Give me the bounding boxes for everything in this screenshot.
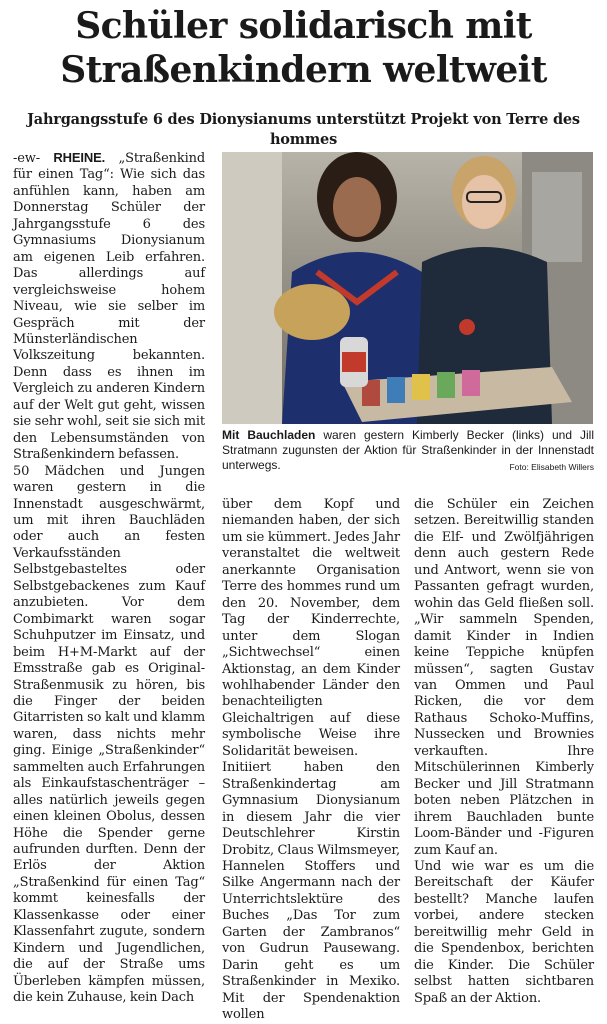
- subheadline: Jahrgangsstufe 6 des Dionysianums unterstützt Projekt von Terre des hommes: [27, 111, 580, 148]
- headline: Schüler solidarisch mit Straßenkindern weltweit: [60, 5, 547, 91]
- photo-illustration: [222, 152, 593, 424]
- photo-caption: [222, 428, 594, 475]
- article-column-1: [13, 150, 205, 1007]
- photo-credit: Foto: Elisabeth Willers: [509, 462, 594, 472]
- byline: -ew-: [13, 151, 54, 166]
- caption-lead: Mit Bauchladen: [222, 428, 316, 442]
- article-column-3: die Schüler ein Zeichen setzen. Bereitwillig standen die Elf- und Zwölfjährigen denn auch gestern Rede und Antwort, wenn sie von Passanten gefragt wurden, wohin das Geld fließen soll. „Wir sammeln Spenden, damit Kinder in Indien keine Teppiche knüpfen müssen“, sagten Gustav van Ommen und Paul Ricken, die vor dem Rathaus Schoko-Muffins, Nussecken und Brownies verkauften. Ihre Mitschülerinnen Kimberly Becker und Jill Stratmann boten neben Plätzchen in ihrem Bauchladen bunte Loom-Bänder und -Figuren zum Kauf an. Und wie war es um die Bereitschaft der Käufer bestellt? Manche laufen vorbei, andere stecken bereitwillig mehr Geld in die Spendenbox, berichten die Kinder. Die Schüler selbst hatten sichtbaren Spaß an der Aktion.: [414, 497, 594, 1006]
- column-1-text: „Straßenkind für einen Tag“: Wie sich das anfühlen kann, haben am Donnerstag Schüler der Jahrgangsstufe 6 des Gymnasiums Dionysianum am eigenen Leib erfahren. Das allerdings auf vergleichsweise hohem Niveau, wie sie selber im Gespräch mit der Münsterländischen Volkszeitung bekannten. Denn dass es ihnen im Vergleich zu anderen Kindern auf der Welt gut geht, wissen sie sehr wohl, seit sie sich mit den Lebensumständen von Straßenkindern befassen. 50 Mädchen und Jungen waren gestern in die Innenstadt ausgeschwärmt, um mit ihren Bauchläden oder auch an festen Verkaufsständen Selbstgebasteltes oder Selbstgebackenes zum Kauf anzubieten. Vor dem Combimarkt waren sogar Schuhputzer im Einsatz, und beim H+M-Markt auf der Emsstraße gab es Original-Straßenmusik zu hören, bis die Finger der beiden Gitarristen so kalt und klamm waren, dass nichts mehr ging. Einige „Straßenkinder“ sammelten auch Erfahrungen als Einkaufstaschenträger – alles natürlich jeweils gegen einen kleinen Obolus, dessen Höhe die Spender gerne aufrunden durften. Denn der Erlös der Aktion „Straßenkind für einen Tag“ kommt keinesfalls der Klassenkasse oder einer Klassenfahrt zugute, sondern Kindern und Jugendlichen, die auf der Straße ums Überleben kämpfen müssen, die kein Zuhause, kein Dach: [13, 151, 205, 1006]
- dateline: RHEINE.: [53, 150, 106, 165]
- caption-text: waren gestern Kimberly Becker (links) und Jill Stratmann zugunsten der Aktion für Straßenkinder in der Innenstadt unterwegs.: [222, 428, 594, 472]
- article-column-2: über dem Kopf und niemanden haben, der sich um sie kümmert. Jedes Jahr veranstaltet die weltweit anerkannte Organisation Terre des hommes rund um den 20. November, dem Tag der Kinderrechte, unter dem Slogan „Sichtwechsel“ einen Aktionstag, an dem Kinder wohlhabender Länder den benachteiligten Gleichaltrigen auf diese symbolische Weise ihre Solidarität beweisen. Initiiert haben den Straßenkindertag am Gymnasium Dionysianum in diesem Jahr die vier Deutschlehrer Kirstin Drobitz, Claus Wilmsmeyer, Hannelen Stoffers und Silke Angermann nach der Unterrichtslektüre des Buches „Das Tor zum Garten der Zambranos“ von Gudrun Pausewang. Darin geht es um Straßenkinder in Mexiko. Mit der Spendenaktion wollen: [222, 497, 400, 1023]
- news-photo: [222, 152, 593, 424]
